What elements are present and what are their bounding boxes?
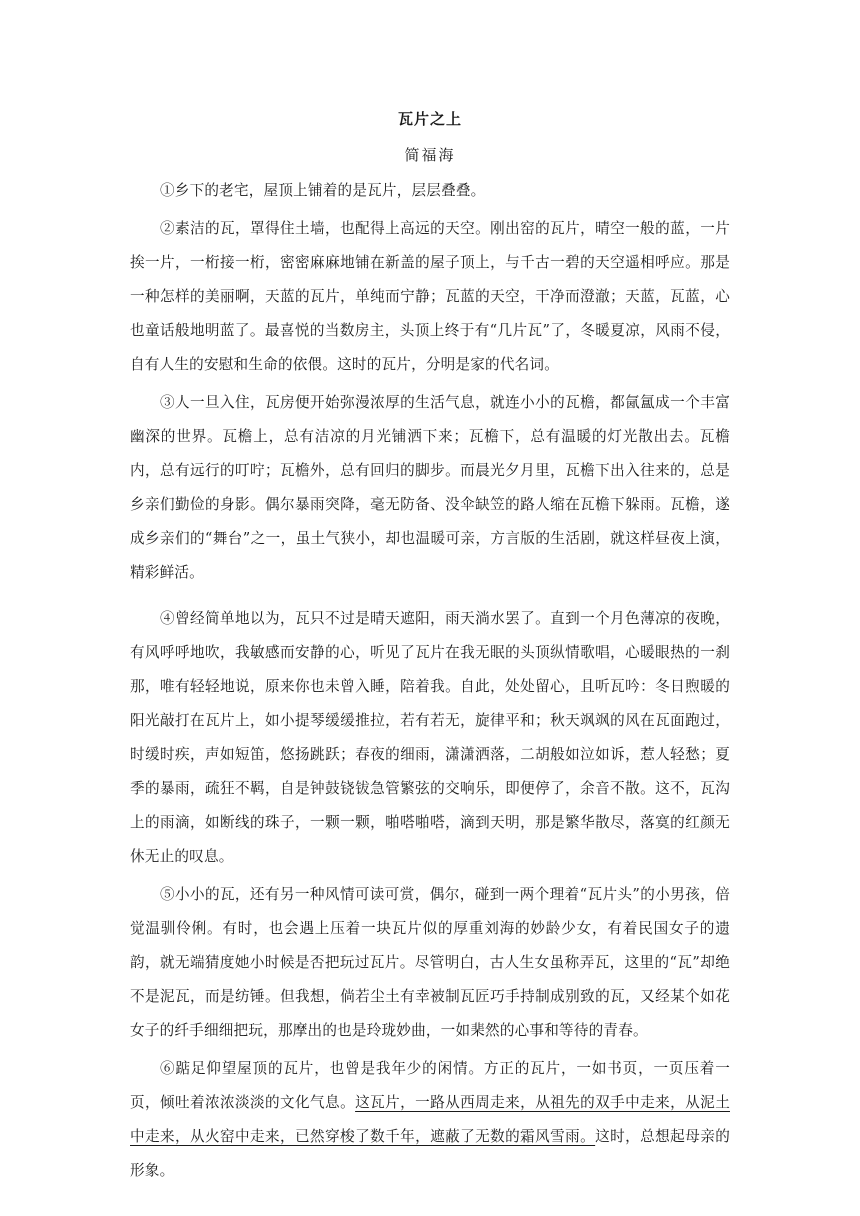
paragraph-5: ⑤小小的瓦，还有另一种风情可读可赏，偶尔，碰到一两个理着“瓦片头”的小男孩，倍觉温驯伶俐。有时，也会遇上压着一块瓦片似的厚重刘海的妙龄少女，有着民国女子的遗韵，就无端猜度她小时候是否把玩过瓦片。尽管明白，古人生女虽称弄瓦，这里的“瓦”却绝不是泥瓦，而是纺锤。但我想，倘若尘土有幸被制瓦匠巧手持制成别致的瓦，又经某个如花女子的纤手细细把玩，那摩出的也是玲珑妙曲，一如棐然的心事和等待的青春。 (130, 886, 730, 1039)
paragraph-6-tail: 这时，总想起母亲的形象。 (130, 1128, 730, 1179)
article-title: 瓦片之上 (397, 110, 462, 128)
paragraph-2: ②素洁的瓦，罩得住土墙，也配得上高远的天空。刚出窑的瓦片，晴空一般的蓝，一片挨一片，一桁接一桁，密密麻麻地铺在新盖的屋子顶上，与千古一碧的天空遥相呼应。那是一种怎样的美丽啊，天蓝的瓦片，单纯而宁静；瓦蓝的天空，干净而澄澈；天蓝，瓦蓝，心也童话般地明蓝了。最喜悦的当数房主，头顶上终于有“几片瓦”了，冬暖夏凉，风雨不侵，自有人生的安慰和生命的依偎。这时的瓦片，分明是家的代名词。 (130, 220, 730, 373)
paragraph-1: ①乡下的老宅，屋顶上铺着的是瓦片，层层叠叠。 (160, 182, 486, 199)
paragraph-4: ④曾经简单地以为，瓦只不过是晴天遮阳，雨天淌水罢了。直到一个月色薄凉的夜晚，有风呼呼地吹，我敏感而安静的心，听见了瓦片在我无眠的头顶纵情歌唱，心暖眼热的一刹那，唯有轻轻地说，原来你也未曾入睡，陪着我。自此，处处留心，且听瓦吟：冬日煦暖的阳光敲打在瓦片上，如小提琴缓缓推拉，若有若无，旋律平和；秋天飒飒的风在瓦面跑过，时缓时疾，声如短笛，悠扬跳跃；春夜的细雨，潇潇洒落，二胡般如泣如诉，惹人轻愁；夏季的暴雨，疏狂不羁，自是钟鼓铙钹急管繁弦的交响乐，即便停了，余音不散。这不，瓦沟上的雨滴，如断线的珠子，一颗一颗，啪嗒啪嗒，滴到天明，那是繁华散尽，落寞的红颜无休无止的叹息。 (130, 610, 730, 865)
paragraph-6-lead: ⑥踮足仰望屋顶的瓦片，也曾是我年少的闲情。方正的瓦片，一如书页，一页压着一页，倾吐着浓浓淡淡的文化气息。 (130, 1060, 730, 1111)
article-author: 简福海 (404, 146, 456, 164)
underlined-sentence: 这瓦片，一路从西周走来，从祖先的双手中走来，从泥土中走来，从火窑中走来，已然穿梭了数千年，遮蔽了无数的霜风雪雨。 (130, 1094, 730, 1145)
paragraph-6 (130, 1052, 730, 1188)
paragraph-3: ③人一旦入住，瓦房便开始弥漫浓厚的生活气息，就连小小的瓦檐，都氤氲成一个丰富幽深的世界。瓦檐上，总有洁凉的月光铺洒下来；瓦檐下，总有温暖的灯光散出去。瓦檐内，总有远行的叮咛；瓦檐外，总有回归的脚步。而晨光夕月里，瓦檐下出入往来的，总是乡亲们勤俭的身影。偶尔暴雨突降，毫无防备、没伞缺笠的路人缩在瓦檐下躲雨。瓦檐，遂成乡亲们的“舞台”之一，虽土气狭小，却也温暖可亲，方言版的生活剧，就这样昼夜上演，精彩鲜活。 (130, 394, 730, 581)
article-body (130, 174, 730, 1188)
